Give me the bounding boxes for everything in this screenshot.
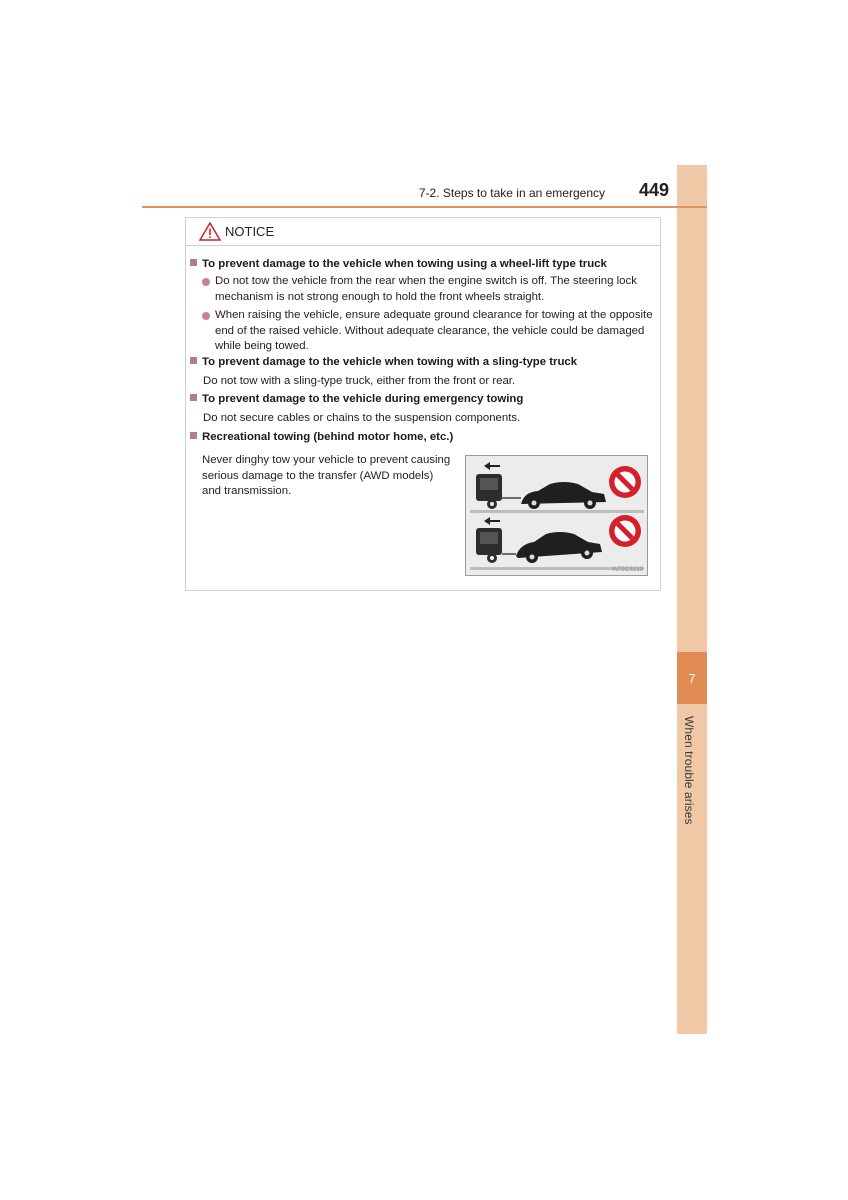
square-bullet-icon	[190, 432, 197, 439]
towing-illustration	[465, 455, 648, 576]
round-bullet-icon	[202, 278, 210, 286]
notice-bullet: When raising the vehicle, ensure adequate ground clearance for towing at the opposite end of the raised vehicle. Without adequate clearance, the vehicle could be damaged while being towed.	[202, 308, 659, 355]
towing-diagram	[466, 456, 647, 575]
square-bullet-icon	[190, 394, 197, 401]
page-number: 449	[639, 180, 670, 200]
round-bullet-icon	[202, 312, 210, 320]
notice-item-heading: To prevent damage to the vehicle when towing with a sling-type truck	[190, 356, 577, 368]
square-bullet-icon	[190, 357, 197, 364]
notice-title: NOTICE	[225, 224, 275, 239]
header-rule	[142, 206, 707, 208]
chapter-number: 7	[677, 652, 707, 704]
warning-icon	[199, 222, 221, 241]
figure-code: IN72CS210	[611, 567, 643, 573]
tow-scene-bottom	[470, 515, 644, 570]
notice-item-heading: To prevent damage to the vehicle during emergency towing	[190, 393, 523, 405]
notice-item-heading: To prevent damage to the vehicle when towing using a wheel-lift type truck	[190, 258, 607, 270]
notice-box	[185, 217, 661, 591]
square-bullet-icon	[190, 259, 197, 266]
section-title: 7-2. Steps to take in an emergency	[418, 186, 605, 200]
chapter-title: When trouble arises	[682, 716, 696, 825]
notice-header	[186, 218, 660, 246]
notice-bullet: Do not tow the vehicle from the rear when the engine switch is off. The steering lock mechanism is not strong enough to hold the front wheels straight.	[202, 274, 659, 305]
tow-scene-top	[470, 462, 644, 513]
notice-item-text: Never dinghy tow your vehicle to prevent causing serious damage to the transfer (AWD models) and transmission.	[202, 454, 451, 497]
notice-item-text: Do not secure cables or chains to the suspension components.	[203, 412, 521, 424]
notice-item-heading: Recreational towing (behind motor home, etc.)	[190, 431, 453, 443]
side-tab	[677, 165, 707, 1034]
notice-item-text: Do not tow with a sling-type truck, either from the front or rear.	[203, 375, 516, 387]
